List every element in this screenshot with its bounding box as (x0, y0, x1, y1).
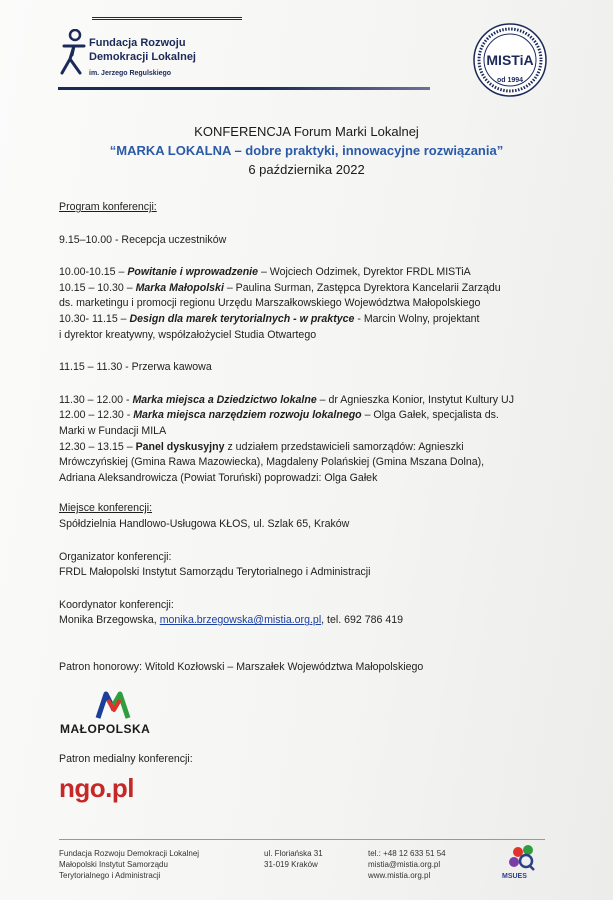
conference-title (0, 122, 613, 179)
agenda-item-continued: Marki w Fundacji MILA (59, 424, 167, 437)
mistia-seal-name: MISTiA (486, 52, 534, 68)
footer-address (264, 848, 354, 870)
title-line-1: KONFERENCJA Forum Marki Lokalnej (194, 124, 419, 139)
footer-text: Małopolski Instytut Samorządu (59, 860, 168, 869)
footer-contact (368, 848, 488, 881)
agenda-time: 11.30 – 12.00 - (59, 393, 133, 406)
agenda-speaker: – Wojciech Odzimek, Dyrektor FRDL MISTiA (258, 266, 471, 279)
agenda-reception: 9.15–10.00 - Recepcja uczestników (59, 233, 227, 246)
program-heading: Program konferencji: (59, 201, 157, 213)
malopolska-logo (60, 690, 180, 740)
agenda-item (59, 312, 559, 328)
agenda-item-continued: i dyrektor kreatywny, współzałożyciel Studia Otwartego (59, 328, 317, 341)
venue-value: Spółdzielnia Handlowo-Usługowa KŁOS, ul. Szlak 65, Kraków (59, 517, 350, 530)
agenda-speaker: – dr Agnieszka Konior, Instytut Kultury UJ (316, 393, 514, 406)
coordinator-phone: , tel. 692 786 419 (321, 614, 404, 627)
coordinator-email-link[interactable]: monika.brzegowska@mistia.org.pl (159, 614, 322, 627)
footer-phone: tel.: +48 12 633 51 54 (368, 849, 446, 858)
venue-heading: Miejsce konferencji: (59, 502, 153, 515)
agenda-item (59, 408, 559, 424)
agenda-title: Marka miejsca a Dziedzictwo lokalne (132, 393, 317, 406)
logo-line-1: Fundacja Rozwoju (89, 37, 186, 49)
logo-line-2: Demokracji Lokalnej (89, 51, 196, 63)
agenda-time: 12.30 – 13.15 – (59, 440, 136, 453)
frdl-logo-text (89, 36, 196, 64)
mistia-seal-icon (472, 22, 548, 98)
title-line-2: “MARKA LOKALNA – dobre praktyki, innowacyjne rozwiązania” (109, 143, 504, 158)
agenda-item (59, 265, 559, 281)
agenda-item-continued: Mrówczyńskiej (Gmina Rawa Mazowiecka), Magdaleny Polańskiej (Gmina Mszana Dolna), (59, 456, 485, 469)
agenda-title: Marka Małopolski (135, 281, 224, 294)
agenda-speaker: z udziałem przedstawicieli samorządów: Agnieszki (224, 440, 464, 453)
frdl-figure-icon (58, 29, 88, 77)
agenda-item-continued: ds. marketingu i promocji regionu Urzędu Marszałkowskiego Województwa Małopolskiego (59, 297, 481, 310)
agenda-item (59, 281, 559, 297)
agenda-item (59, 393, 559, 409)
coordinator-name: Monika Brzegowska, (59, 614, 160, 627)
malopolska-m-icon (94, 690, 134, 720)
msues-text: MSUES (502, 873, 527, 880)
conference-date: 6 października 2022 (248, 162, 365, 177)
agenda-speaker: - Marcin Wolny, projektant (354, 312, 480, 325)
letterhead (58, 15, 558, 95)
agenda-time: 10.30- 11.15 – (59, 312, 130, 325)
logo-divider-line (92, 17, 242, 18)
agenda-title: Panel dyskusyjny (135, 440, 225, 453)
footer-divider (59, 839, 545, 840)
mistia-seal-year: od 1994 (496, 77, 524, 84)
honorary-patron: Patron honorowy: Witold Kozłowski – Marszałek Województwa Małopolskiego (59, 660, 424, 673)
ngo-logo-text: ngo.pl (59, 773, 134, 803)
agenda-speaker: – Olga Gałek, specjalista ds. (361, 409, 499, 422)
agenda-item-continued: Adriana Aleksandrowicza (Powiat Toruński) poprowadzi: Olga Gałek (59, 471, 378, 484)
footer-email: mistia@mistia.org.pl (368, 860, 441, 869)
agenda-break: 11.15 – 11.30 - Przerwa kawowa (59, 361, 212, 374)
agenda-time: 12.00 – 12.30 - (59, 409, 134, 422)
letterhead-bar (58, 87, 430, 90)
footer-text: ul. Floriańska 31 (264, 849, 323, 858)
coordinator-heading: Koordynator konferencji: (59, 598, 174, 611)
agenda-title: Powitanie i wprowadzenie (127, 266, 259, 279)
footer-text: 31-019 Kraków (264, 860, 318, 869)
organizer-value: FRDL Małopolski Instytut Samorządu Terytorialnego i Administracji (59, 566, 371, 579)
malopolska-text: MAŁOPOLSKA (60, 722, 151, 736)
footer-text: Terytorialnego i Administracji (59, 871, 161, 880)
footer-website: www.mistia.org.pl (368, 871, 431, 880)
media-patron-label: Patron medialny konferencji: (59, 753, 193, 765)
coordinator-value (59, 613, 559, 629)
footer-text: Fundacja Rozwoju Demokracji Lokalnej (59, 849, 200, 858)
logo-divider-line (92, 19, 242, 20)
agenda-time: 10.15 – 10.30 – (59, 281, 136, 294)
footer-organization (59, 848, 259, 881)
agenda-title: Marka miejsca narzędziem rozwoju lokalnego (133, 409, 362, 422)
document-body (59, 200, 559, 675)
agenda-item (59, 440, 559, 456)
organizer-heading: Organizator konferencji: (59, 550, 172, 563)
agenda-time: 10.00-10.15 – (59, 266, 128, 279)
logo-subtitle: im. Jerzego Regulskiego (89, 70, 172, 77)
agenda-title: Design dla marek terytorialnych - w praktyce (129, 312, 355, 325)
agenda-speaker: – Paulina Surman, Zastępca Dyrektora Kancelarii Zarządu (223, 281, 501, 294)
